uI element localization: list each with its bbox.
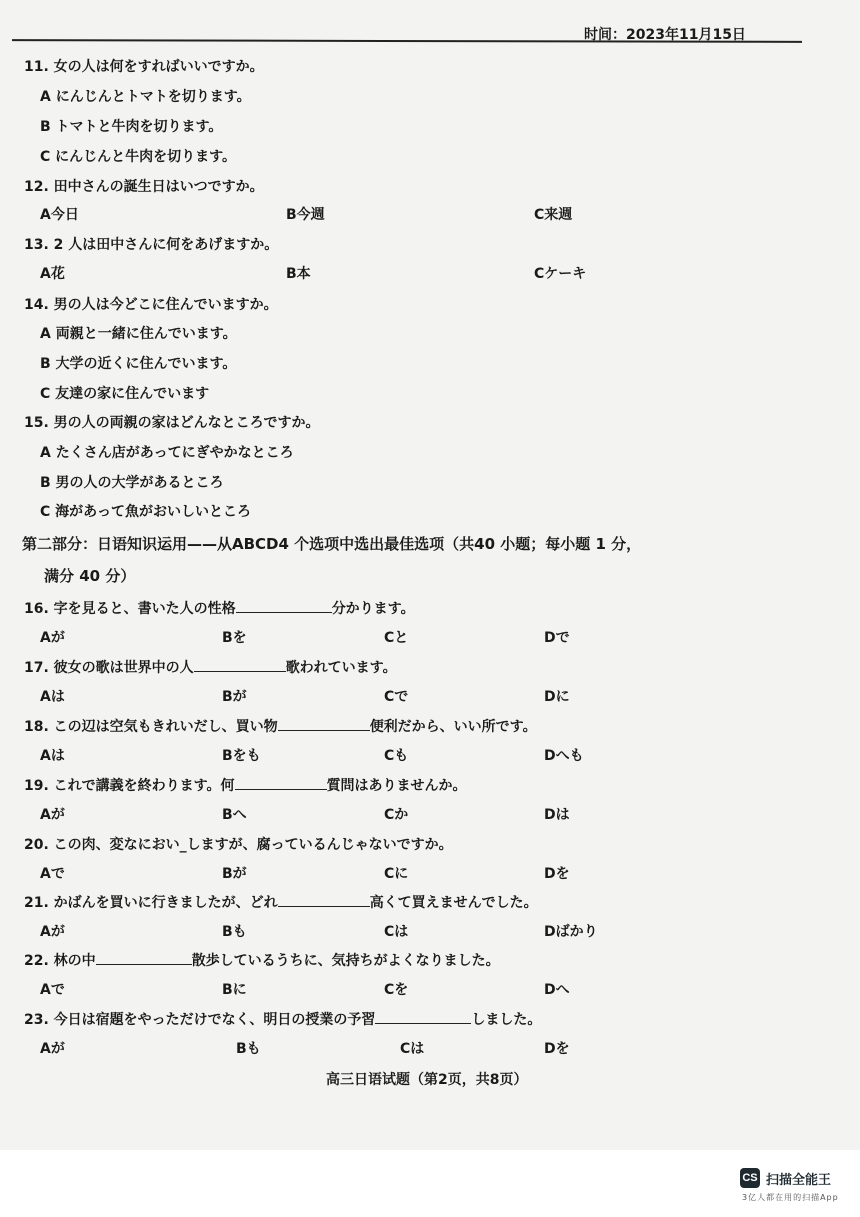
option-row [0,804,860,826]
option: Bを [222,630,247,646]
option: C にんじんと牛肉を切ります。 [40,149,237,165]
answer-blank [375,1009,471,1024]
option-row [0,501,860,523]
question-text: 16. 字を見ると、書いた人の性格 [24,601,236,617]
option-row [0,383,860,405]
option: Aで [40,982,65,998]
option: Aが [40,924,65,940]
question-17 [0,657,860,679]
option: Aは [40,748,65,764]
option: Dを [544,866,570,882]
answer-blank [236,598,332,613]
question-text-tail: 散歩しているうちに、気持ちがよくなりました。 [191,953,500,969]
option-row [0,745,860,767]
answer-blank [235,775,327,790]
option: Aは [40,689,65,705]
brand-name: 扫描全能王 [766,1172,832,1188]
brand-tagline: 3亿人都在用的扫描App [742,1193,839,1202]
question-text: 18. この辺は空気もきれいだし、買い物 [24,719,278,735]
option: Cを [384,982,409,998]
question-11 [0,56,860,78]
option-row [0,323,860,345]
option-row [0,353,860,375]
page-footer: 高三日语试题（第2页，共8页） [326,1072,528,1088]
option: C 友達の家に住んでいます [40,386,210,402]
question-16 [0,598,860,620]
option: A にんじんとトマトを切ります。 [40,89,251,105]
option: Dは [544,807,570,823]
option: A花 [40,266,65,282]
option: Dを [544,1041,570,1057]
option-row [0,627,860,649]
answer-blank [278,716,370,731]
section-heading [0,533,860,555]
question-text: 20. この肉、変なにおい_しますが、腐っているんじゃないですか。 [24,837,453,853]
answer-blank [278,892,370,907]
option: B トマトと牛肉を切ります。 [40,119,223,135]
option: Bが [222,866,247,882]
option: Dへ [544,982,570,998]
option-row [0,263,860,285]
option: A 両親と一緒に住んでいます。 [40,326,237,342]
option: B 男の人の大学があるところ [40,475,224,491]
option: Aが [40,1041,65,1057]
option: Aが [40,630,65,646]
question-text: 23. 今日は宿題をやっただけでなく、明日の授業の予習 [24,1012,376,1028]
option-row [0,146,860,168]
option: B本 [286,266,311,282]
question-19 [0,775,860,797]
question-18 [0,716,860,738]
question-22 [0,950,860,972]
option: Cか [384,807,409,823]
question-13 [0,234,860,256]
option: Cも [384,748,409,764]
answer-blank [96,950,192,965]
option-row [0,116,860,138]
answer-blank [194,657,286,672]
option: A今日 [40,207,79,223]
exam-date: 时间：2023年11月15日 [584,27,746,43]
section-title-cont: 满分 40 分） [44,567,136,585]
question-text: 13. 2 人は田中さんに何をあげますか。 [24,237,279,253]
question-text: 17. 彼女の歌は世界中の人 [24,660,194,676]
option-row [0,442,860,464]
option: Aが [40,807,65,823]
option: Bへ [222,807,247,823]
option: Bが [222,689,247,705]
section-title: 第二部分：日语知识运用——从ABCD4 个选项中选出最佳选项（共40 小题；每小题 1 分， [22,535,642,553]
option: Aで [40,866,65,882]
question-20 [0,834,860,856]
question-text-tail: 便利だから、いい所です。 [369,719,537,735]
option-row [0,1038,860,1060]
option-row [0,863,860,885]
option-row [0,472,860,494]
option: Cは [384,924,409,940]
option: Bに [222,982,247,998]
option: Cケーキ [534,266,587,282]
question-text: 15. 男の人の両親の家はどんなところですか。 [24,415,320,431]
option: Dへも [544,748,584,764]
scanner-watermark [740,1168,831,1188]
question-14 [0,294,860,316]
option: B 大学の近くに住んでいます。 [40,356,237,372]
option: Cと [384,630,409,646]
option: Bをも [222,748,261,764]
question-text: 22. 林の中 [24,953,96,969]
question-text-tail: 高くて買えませんでした。 [369,895,538,911]
option: Bも [222,924,247,940]
question-text-tail: しました。 [471,1012,542,1028]
option: Cに [384,866,409,882]
option: C来週 [534,207,573,223]
question-text: 19. これで講義を終わります。何 [24,778,235,794]
question-text-tail: 歌われています。 [285,660,397,676]
question-15 [0,412,860,434]
option-row [0,979,860,1001]
option: Dに [544,689,570,705]
option: C 海があって魚がおいしいところ [40,504,252,520]
question-12 [0,176,860,198]
question-text: 11. 女の人は何をすればいいですか。 [24,59,264,75]
question-23 [0,1009,860,1031]
option: Cで [384,689,409,705]
option: Bも [236,1041,261,1057]
camscanner-logo-icon: CS [740,1168,760,1188]
option-row [0,921,860,943]
option: Dで [544,630,570,646]
question-text: 14. 男の人は今どこに住んでいますか。 [24,297,278,313]
option: A たくさん店があってにぎやかなところ [40,445,294,461]
question-text-tail: 分かります。 [331,601,415,617]
option-row [0,86,860,108]
question-text-tail: 質問はありませんか。 [326,778,467,794]
section-heading-cont [0,565,860,587]
option-row [0,204,860,226]
question-21 [0,892,860,914]
question-text: 21. かばんを買いに行きましたが、どれ [24,895,278,911]
option: Cは [400,1041,425,1057]
question-text: 12. 田中さんの誕生日はいつですか。 [24,179,264,195]
option: Dばかり [544,924,598,940]
option-row [0,686,860,708]
option: B今週 [286,207,325,223]
header-rule [12,39,802,43]
